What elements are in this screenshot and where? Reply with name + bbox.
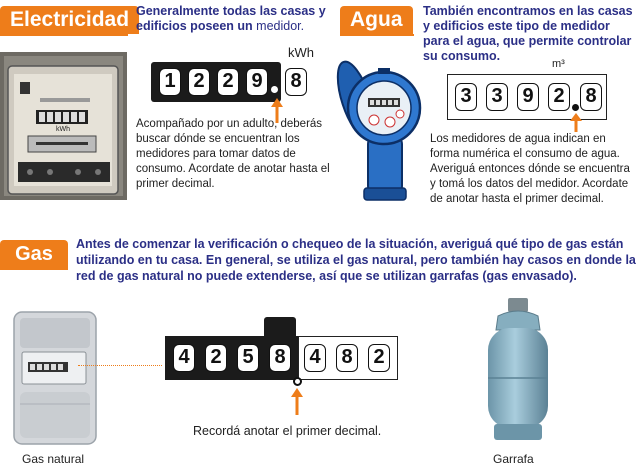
electricity-unit: kWh [288, 45, 314, 60]
water-digit: 9 [517, 83, 539, 111]
gas-intro: Antes de comenzar la verificación o chequeo de la situación, averiguá qué tipo de gas están utilizando en tu casa. En general, se utiliza el gas natural, pero también hay casos en donde la red de gas natural no puede extenderse, así que se utilizan garrafas (gas envasado). [76, 237, 636, 283]
water-intro: También encontramos en las casas y edificios este tipo de medidor para el agua, que permite controlar su consumo. [423, 4, 633, 63]
water-meter-illustration [334, 50, 430, 206]
gas-tag-underline [0, 268, 68, 270]
gas-natural-meter-photo [0, 308, 110, 450]
electricity-intro [136, 4, 332, 34]
gas-decimal-digit: 4 [304, 344, 326, 372]
water-decimal-digit: 8 [580, 83, 602, 111]
gas-natural-label: Gas natural [22, 452, 85, 466]
gas-decimal-digit: 8 [336, 344, 358, 372]
electricity-decimal-digit: 8 [285, 68, 307, 96]
electricity-digit: 2 [217, 68, 239, 96]
garrafa-label: Garrafa [493, 452, 534, 466]
gas-digit: 4 [173, 344, 195, 372]
electricity-digit: 1 [159, 68, 181, 96]
electricity-digit: 9 [246, 68, 268, 96]
gas-tag: Gas [0, 240, 68, 268]
water-caption: Los medidores de agua indican en forma numérica el consumo de agua. Averiguá entonces dónde se encuentra y tomá los datos del medidor. Acordate de anotar hasta el primer decimal. [430, 133, 630, 205]
water-digit: 3 [455, 83, 477, 111]
garrafa-photo [478, 296, 558, 444]
electricity-caption: Acompañado por un adulto, deberás buscar dónde se encuentran los medidores para tomar datos de consumo. Acordate de anotar hasta el primer decimal. [136, 118, 330, 190]
gas-pointer-line [78, 365, 162, 366]
water-digit: 3 [486, 83, 508, 111]
gas-digit: 2 [205, 344, 227, 372]
water-tag-underline [340, 34, 414, 36]
gas-digit: 8 [269, 344, 291, 372]
electricity-tag: Electricidad [0, 6, 139, 34]
electricity-digit: 2 [188, 68, 210, 96]
gas-caption: Recordá anotar el primer decimal. [193, 424, 382, 438]
electricity-tag-underline [0, 34, 128, 36]
electricity-photo-unit: kWh [56, 126, 70, 133]
gas-digit: 5 [237, 344, 259, 372]
water-decimal-point [572, 104, 579, 111]
gas-decimal-point [293, 377, 302, 386]
electricity-decimal-point [271, 86, 278, 93]
water-arrow-icon [569, 113, 583, 133]
gas-arrow-icon [290, 388, 304, 416]
electricity-meter-photo [0, 52, 127, 200]
electricity-intro-bold: Generalmente todas las casas y edificios poseen un [136, 4, 326, 33]
water-digit: 2 [548, 83, 570, 111]
water-tag: Agua [340, 6, 413, 34]
water-unit: m³ [552, 58, 565, 70]
gas-decimal-digit: 2 [368, 344, 390, 372]
electricity-intro-normal: medidor. [256, 19, 305, 33]
